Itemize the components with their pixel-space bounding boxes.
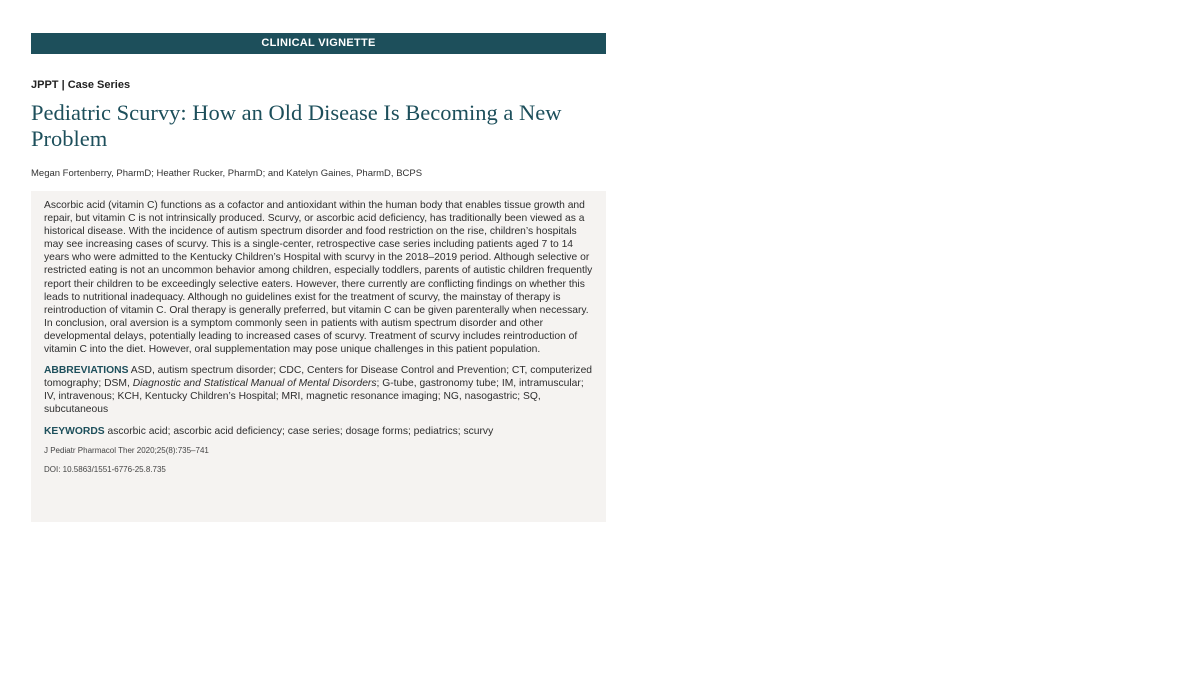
abstract-box <box>31 191 606 522</box>
abbreviations-text-part2: ; G-tube, gastronomy tube; IM, intramuscular; IV, intravenous; KCH, Kentucky Children’s Hospital; MRI, magnetic resonance imaging; NG, nasogastric; SQ, subcutaneous <box>44 378 584 416</box>
citation-line: J Pediatr Pharmacol Ther 2020;25(8):735–741 <box>44 445 209 455</box>
abbreviations-italic-term: Diagnostic and Statistical Manual of Mental Disorders <box>132 378 377 390</box>
keywords-block <box>44 425 593 438</box>
abbreviations-label: ABBREVIATIONS <box>44 365 129 377</box>
doi-line[interactable]: DOI: 10.5863/1551-6776-25.8.735 <box>44 464 166 474</box>
keywords-text: ascorbic acid; ascorbic acid deficiency; case series; dosage forms; pediatrics; scurvy <box>104 425 494 437</box>
article-title: Pediatric Scurvy: How an Old Disease Is Becoming a New Problem <box>31 100 562 151</box>
journal-section-label: JPPT | Case Series <box>31 79 131 91</box>
section-banner: CLINICAL VIGNETTE <box>31 33 606 54</box>
abbreviations-block <box>44 364 593 416</box>
keywords-label: KEYWORDS <box>44 425 105 437</box>
abbreviations-text-part1: ASD, autism spectrum disorder; CDC, Centers for Disease Control and Prevention; CT, computerized tomography; DSM, <box>44 365 593 390</box>
abstract-text: Ascorbic acid (vitamin C) functions as a cofactor and antioxidant within the human body that enables tissue growth and repair, but vitamin C is not intrinsically produced. Scurvy, or ascorbic acid deficiency, has traditionally been viewed as a historical disease. With the incidence of autism spectrum disorder and food restriction on the rise, children’s hospitals may see increasing cases of scurvy. This is a single-center, retrospective case series including patients aged 7 to 14 years who were admitted to the Kentucky Children’s Hospital with scurvy in the 2018–2019 period. Although selective or restricted eating is not an uncommon behavior among children, especially toddlers, parents of autistic children frequently report their children to be exceedingly selective eaters. However, there currently are conflicting findings on whether this leads to nutritional inadequacy. Although no guidelines exist for the treatment of scurvy, the mainstay of therapy is reintroduction of vitamin C. Oral therapy is generally preferred, but vitamin C can be given parenterally when necessary. In conclusion, oral aversion is a symptom commonly seen in patients with autism spectrum disorder and other developmental delays, potentially leading to increased cases of scurvy. Treatment of scurvy includes reintroduction of vitamin C into the diet. However, oral supplementation may pose unique challenges in this patient population. <box>44 200 593 356</box>
article-page <box>31 33 606 522</box>
author-list: Megan Fortenberry, PharmD; Heather Rucker, PharmD; and Katelyn Gaines, PharmD, BCPS <box>31 168 423 179</box>
